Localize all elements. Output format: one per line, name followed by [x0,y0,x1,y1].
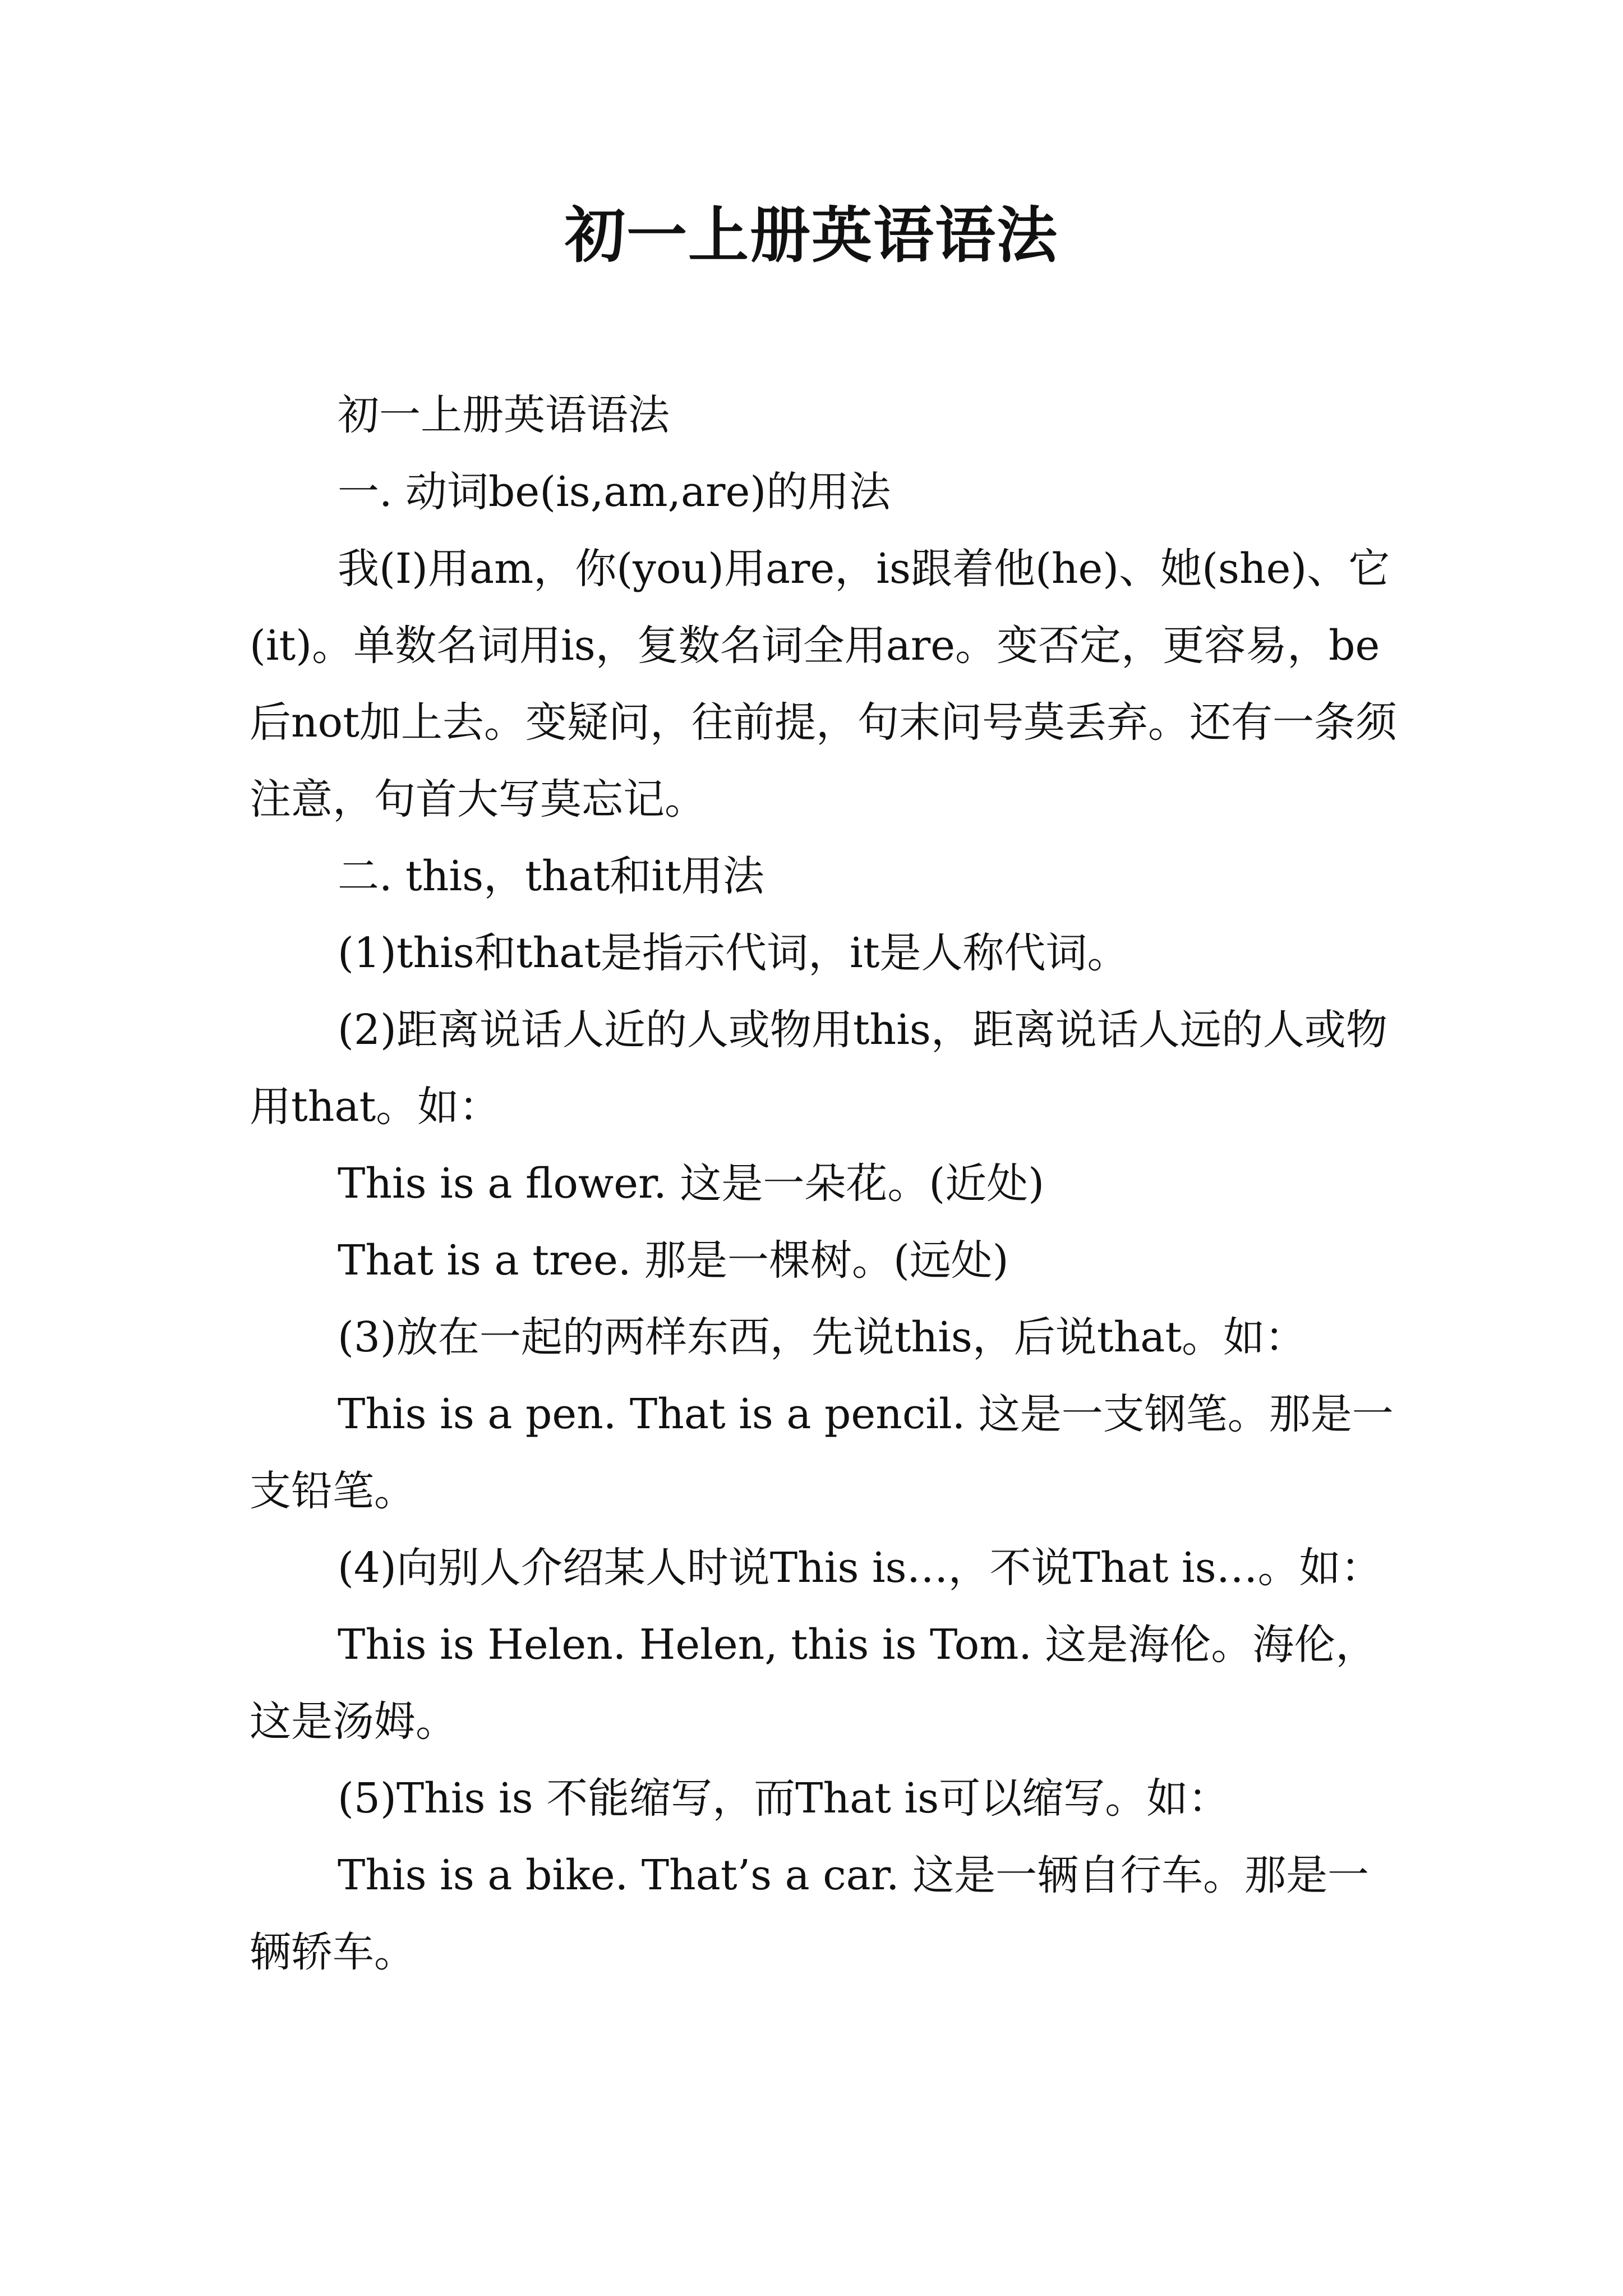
paragraph-be-rhyme: 我(I)用am，你(you)用are，is跟着他(he)、她(she)、它(it)。单数名词用is，复数名词全用are。变否定，更容易，be后not加上去。变疑问，往前提，句末问号莫丢弃。还有一条须注意，句首大写莫忘记。 [250,545,1397,823]
example-bike-car: This is a bike. That’s a car. 这是一辆自行车。那是一辆轿车。 [250,1851,1370,1976]
example-pen-pencil: This is a pen. That is a pencil. 这是一支钢笔。那是一支铅笔。 [250,1390,1394,1515]
example-flower: This is a flower. 这是一朵花。(近处) [338,1159,1045,1208]
rule-4: (4)向别人介绍某人时说This is…，不说That is…。如： [338,1544,1382,1592]
section-heading-this-that-it: 二. this，that和it用法 [338,852,764,900]
document-body [250,377,1399,1991]
rule-5: (5)This is 不能缩写，而That is可以缩写。如： [338,1774,1230,1823]
rule-1: (1)this和that是指示代词，it是人称代词。 [338,929,1129,977]
rule-2: (2)距离说话人近的人或物用this，距离说话人远的人或物用that。如： [250,1006,1387,1131]
document-title: 初一上册英语语法 [564,200,1058,271]
example-tree: That is a tree. 那是一棵树。(远处) [338,1236,1009,1285]
rule-3: (3)放在一起的两样东西，先说this，后说that。如： [338,1313,1307,1361]
section-heading-be-usage: 一. 动词be(is,am,are)的用法 [338,468,891,516]
example-helen-tom: This is Helen. Helen, this is Tom. 这是海伦。海伦，这是汤姆。 [250,1621,1377,1746]
paragraph-heading: 初一上册英语语法 [338,391,670,439]
